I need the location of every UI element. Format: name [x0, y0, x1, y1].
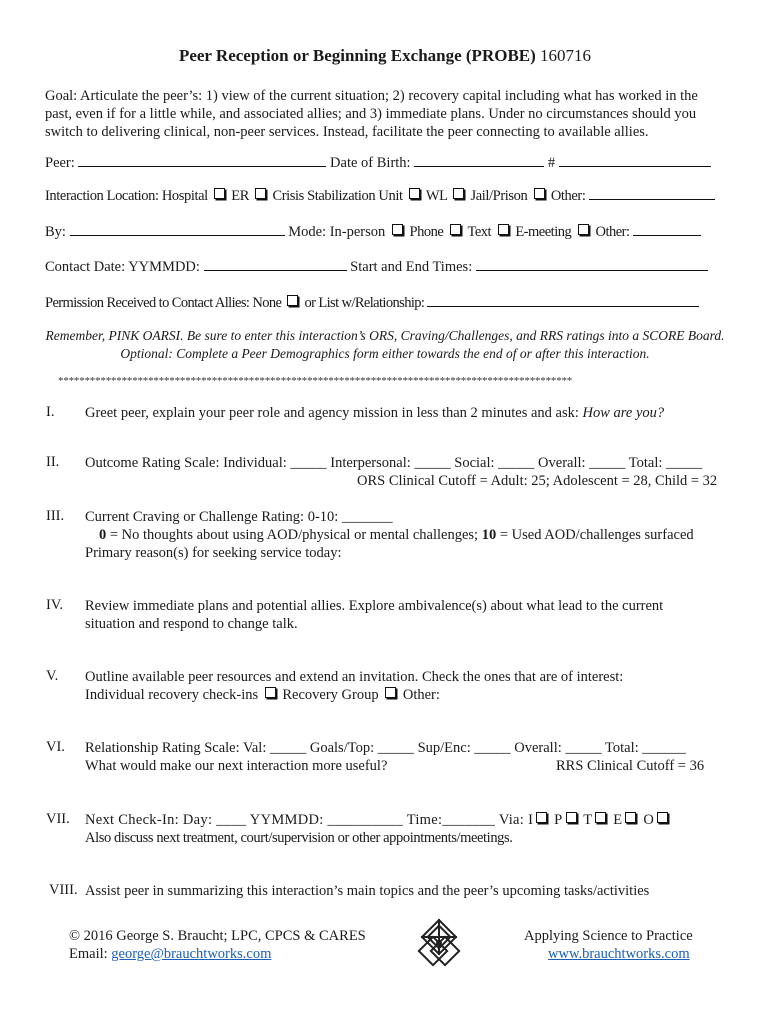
- item-vii-number: VII.: [46, 811, 70, 827]
- via-p-checkbox[interactable]: [566, 812, 577, 823]
- via-o-label: O: [643, 812, 655, 828]
- item-vii-line2: Also discuss next treatment, court/supervision or other appointments/meetings.: [85, 830, 513, 846]
- hash-label: #: [547, 155, 556, 171]
- crisis-checkbox[interactable]: [409, 188, 420, 199]
- checkins-label: Individual recovery check-ins: [85, 687, 259, 703]
- via-t-label: T: [583, 812, 593, 828]
- by-mode-line: [45, 223, 701, 241]
- contact-date-label: Contact Date: YYMMDD:: [45, 259, 200, 275]
- ors-cutoff: ORS Clinical Cutoff = Adult: 25; Adolescent = 28, Child = 32: [357, 473, 718, 489]
- peer-name-field[interactable]: [78, 154, 326, 167]
- primary-reason: Primary reason(s) for seeking service today:: [85, 545, 342, 561]
- allies-list-field[interactable]: [427, 294, 699, 307]
- rrs-cutoff: RRS Clinical Cutoff = 36: [556, 758, 705, 774]
- hospital-checkbox[interactable]: [214, 188, 225, 199]
- via-p-label: P: [554, 812, 563, 828]
- title-main: Peer Reception or Beginning Exchange (PROBE): [178, 46, 536, 65]
- start-end-label: Start and End Times:: [350, 259, 473, 275]
- item-iv-line1: Review immediate plans and potential allies. Explore ambivalence(s) about what lead to the current: [85, 598, 664, 614]
- contact-date-line: [45, 258, 708, 276]
- mode-other-field[interactable]: [633, 223, 701, 236]
- location-other-label: Other:: [550, 188, 586, 204]
- location-label: Interaction Location: Hospital: [45, 188, 208, 204]
- via-e-checkbox[interactable]: [625, 812, 636, 823]
- item-i-question: How are you?: [582, 405, 665, 421]
- by-label: By:: [45, 224, 66, 240]
- email-label: Email:: [69, 946, 108, 962]
- item-i-number: I.: [46, 404, 55, 420]
- scale-ten: 10: [481, 527, 497, 543]
- item-v-options: [85, 686, 440, 704]
- item-vi-text: Relationship Rating Scale: Val: _____ Goals/Top: _____ Sup/Enc: _____ Overall: _____ Total: ______: [85, 740, 686, 756]
- id-number-field[interactable]: [559, 154, 711, 167]
- goal-paragraph: Goal: Articulate the peer’s: 1) view of the current situation; 2) recovery capital including what has worked in the past, even if for a little while, and associated allies; and 3) immediate plans. Under no circumstances should you switch to delivering clinical, non-peer services. Instead, facilitate the peer connecting to available allies.: [45, 88, 698, 140]
- item-viii-text: Assist peer in summarizing this interaction’s main topics and the peer’s upcoming tasks/activities: [85, 883, 650, 899]
- checkins-checkbox[interactable]: [265, 687, 276, 698]
- peer-line: [45, 154, 711, 172]
- item-iii-number: III.: [46, 508, 65, 524]
- inperson-label: In-person: [329, 224, 386, 240]
- item-iii-text: Current Craving or Challenge Rating: 0-10: _______: [85, 509, 393, 525]
- next-checkin-text: Next Check-In: Day: ____ YYMMDD: __________ Time:_______ Via:: [85, 812, 525, 828]
- dob-label: Date of Birth:: [330, 155, 411, 171]
- tagline: Applying Science to Practice: [524, 928, 693, 944]
- item-ii-text: Outcome Rating Scale: Individual: _____ Interpersonal: _____ Social: _____ Overall: _____ Total: _____: [85, 455, 703, 471]
- start-end-field[interactable]: [476, 258, 708, 271]
- star-divider: *************************************************************************************************: [58, 375, 573, 387]
- phone-checkbox[interactable]: [450, 224, 461, 235]
- via-i-checkbox[interactable]: [536, 812, 547, 823]
- item-i: [85, 404, 664, 422]
- item-ii-number: II.: [46, 454, 60, 470]
- page-title: [0, 46, 770, 66]
- mode-label: Mode:: [288, 224, 327, 240]
- copyright: © 2016 George S. Braucht; LPC, CPCS & CARES: [69, 928, 366, 944]
- jail-checkbox[interactable]: [534, 188, 545, 199]
- text-label: Text: [467, 224, 492, 240]
- er-label: ER: [231, 188, 249, 204]
- reminder-note: Remember, PINK OARSI. Be sure to enter this interaction’s ORS, Craving/Challenges, and RRS ratings into a SCORE Board. Optional: Complete a Peer Demographics form either towards the end of or after this interaction.: [45, 328, 725, 361]
- website-url[interactable]: www.brauchtworks.com: [548, 946, 690, 962]
- website-link[interactable]: [548, 945, 690, 963]
- scale-zero: 0: [99, 527, 107, 543]
- inperson-checkbox[interactable]: [392, 224, 403, 235]
- item-viii-number: VIII.: [49, 882, 78, 898]
- crisis-label: Crisis Stabilization Unit: [272, 188, 403, 204]
- email-link[interactable]: george@brauchtworks.com: [111, 946, 272, 962]
- or-list-label: or List w/Relationship:: [304, 295, 425, 311]
- text-checkbox[interactable]: [498, 224, 509, 235]
- title-code: 160716: [540, 46, 592, 65]
- location-line: [45, 187, 715, 205]
- group-checkbox[interactable]: [385, 687, 396, 698]
- er-checkbox[interactable]: [255, 188, 266, 199]
- by-field[interactable]: [70, 223, 285, 236]
- permission-line: [45, 294, 699, 312]
- via-o-checkbox[interactable]: [657, 812, 668, 823]
- permission-label: Permission Received to Contact Allies: None: [45, 295, 282, 311]
- v-other-label: Other:: [402, 687, 440, 703]
- wl-label: WL: [425, 188, 448, 204]
- dob-field[interactable]: [414, 154, 544, 167]
- scale-zero-text: = No thoughts about using AOD/physical or mental challenges;: [109, 527, 479, 543]
- group-label: Recovery Group: [282, 687, 379, 703]
- phone-label: Phone: [409, 224, 444, 240]
- wl-checkbox[interactable]: [453, 188, 464, 199]
- via-t-checkbox[interactable]: [595, 812, 606, 823]
- item-v-number: V.: [46, 668, 59, 684]
- location-other-field[interactable]: [589, 187, 715, 200]
- emeeting-label: E-meeting: [515, 224, 572, 240]
- item-iv-line2: situation and respond to change talk.: [85, 616, 298, 632]
- item-iv-number: IV.: [46, 597, 64, 613]
- item-i-text: Greet peer, explain your peer role and agency mission in less than 2 minutes and ask:: [85, 405, 579, 421]
- email-line: [69, 945, 271, 963]
- scale-ten-text: = Used AOD/challenges surfaced: [499, 527, 694, 543]
- item-vi-question: What would make our next interaction more useful?: [85, 758, 388, 774]
- jail-label: Jail/Prison: [470, 188, 528, 204]
- brauchtworks-logo: [411, 917, 467, 969]
- emeeting-checkbox[interactable]: [578, 224, 589, 235]
- peer-label: Peer:: [45, 155, 75, 171]
- via-i-label: I: [528, 812, 534, 828]
- mode-other-label: Other:: [595, 224, 630, 240]
- contact-date-field[interactable]: [204, 258, 347, 271]
- item-v-line1: Outline available peer resources and extend an invitation. Check the ones that are of interest:: [85, 669, 624, 685]
- craving-scale: [99, 526, 694, 544]
- none-checkbox[interactable]: [287, 295, 298, 306]
- item-vii: [85, 811, 671, 829]
- via-e-label: E: [613, 812, 623, 828]
- item-vi-number: VI.: [46, 739, 65, 755]
